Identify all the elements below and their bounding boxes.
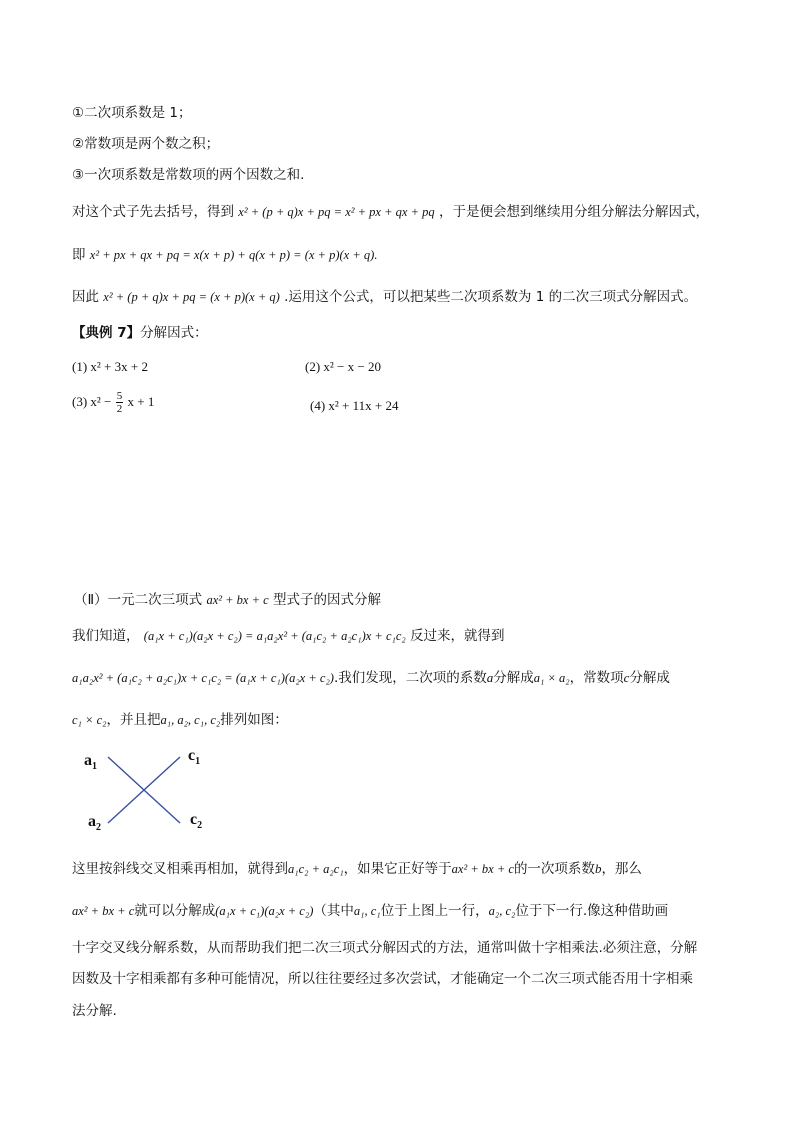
formula: (a₁x + c₁)(a₂x + c₂) = a₁a₂x² + (a₁c₂ + a₂c₁)x + c₁c₂	[143, 629, 406, 643]
example-title: 【典例 7】	[72, 325, 141, 341]
example-heading	[72, 324, 208, 342]
formula: c₁ × c₂	[72, 713, 107, 727]
label-a2: $a_2$	[88, 813, 101, 834]
text: 对这个式子先去括号，得到	[72, 204, 234, 220]
text: 即	[72, 247, 86, 263]
text: ，并且把	[106, 712, 161, 728]
formula: x² + (p + q)x + pq = x² + px + qx + pq	[238, 205, 435, 219]
paragraph-cross-multiply	[72, 860, 642, 878]
condition-2: ②常数项是两个数之积；	[72, 136, 220, 152]
paragraph-known	[72, 627, 505, 645]
text: 反过来，就得到	[410, 628, 505, 644]
formula: (a₁x + c₁)(a₂x + c₂)	[215, 904, 314, 918]
cross-diagram	[80, 745, 220, 840]
text: 型式子的因式分解	[273, 592, 382, 608]
condition-3: ③一次项系数是常数项的两个因数之和.	[72, 167, 305, 183]
paragraph-expand	[72, 203, 709, 221]
formula: ax² + bx + c	[72, 904, 135, 918]
example-item-2: (2) x² − x − 20	[305, 359, 381, 374]
label-c2: $c_2$	[190, 811, 203, 832]
formula: a₁, c₁	[353, 904, 381, 918]
text: 位于下一行.像这种借助画	[515, 903, 669, 919]
paragraph-factor-result	[72, 902, 668, 920]
item3-head: (3) x² −	[72, 394, 112, 409]
text: .我们发现，二次项的系数	[333, 670, 487, 686]
formula: a₁, a₂, c₁, c₂	[160, 713, 221, 727]
section-heading	[74, 591, 381, 609]
condition-1: ①二次项系数是 1；	[72, 105, 192, 121]
text: 就可以分解成	[134, 903, 216, 919]
var-c: c	[623, 670, 630, 685]
text: 分解成	[629, 670, 670, 686]
paragraph-conclusion	[72, 288, 697, 306]
formula: a₁c₂ + a₂c₁	[288, 862, 344, 876]
fraction-denominator: 2	[116, 403, 123, 415]
var-b: b	[594, 861, 602, 876]
text: 我们知道，	[72, 628, 140, 644]
formula: a₁a₂x² + (a₁c₂ + a₂c₁)x + c₁c₂ = (a₁x + c₁)(a₂x + c₂)	[72, 671, 334, 685]
example-item-1: (1) x² + 3x + 2	[72, 359, 148, 374]
text: 分解成	[493, 670, 534, 686]
text: 排列如图：	[220, 712, 288, 728]
text: 的一次项系数	[513, 861, 595, 877]
text: .运用这个公式，可以把某些二次项系数为 1 的二次三项式分解因式。	[284, 289, 698, 305]
text: （Ⅱ）一元二次三项式	[74, 592, 203, 608]
label-a1: $a_1$	[84, 752, 97, 773]
paragraph-arrange	[72, 711, 288, 729]
paragraph-line-11: 法分解.	[72, 1003, 117, 1019]
fraction	[116, 390, 124, 415]
example-title-rest: 分解因式：	[140, 325, 208, 341]
text: ，如果它正好等于	[343, 861, 452, 877]
text: 位于上图上一行，	[380, 903, 489, 919]
formula: a₂, c₂	[488, 904, 516, 918]
formula: ax² + bx + c	[451, 862, 514, 876]
var-a: a	[486, 670, 494, 685]
paragraph-line-9: 十字交叉线分解系数，从而帮助我们把二次三项式分解因式的方法，通常叫做十字相乘法.必须注意，分解	[72, 940, 698, 956]
formula: x² + (p + q)x + pq = (x + p)(x + q)	[103, 290, 280, 304]
paragraph-grouping	[72, 246, 377, 264]
text: （其中	[313, 903, 354, 919]
example-item-3	[72, 390, 154, 415]
text: 这里按斜线交叉相乘再相加，就得到	[72, 861, 288, 877]
fraction-numerator: 5	[116, 390, 123, 402]
item3-tail: x + 1	[127, 394, 155, 409]
text: ，常数项	[569, 670, 624, 686]
paragraph-line-10: 因数及十字相乘都有多种可能情况，所以往往要经过多次尝试，才能确定一个二次三项式能否用十字相乘	[72, 971, 693, 987]
label-c1: $c_1$	[188, 747, 201, 768]
formula: a₁ × a₂	[533, 671, 570, 685]
paragraph-reverse	[72, 669, 670, 687]
example-item-4: (4) x² + 11x + 24	[310, 398, 399, 413]
text: ，于是便会想到继续用分组分解法分解因式，	[438, 204, 709, 220]
text: ，那么	[601, 861, 642, 877]
formula: ax² + bx + c	[206, 593, 269, 607]
formula: x² + px + qx + pq = x(x + p) + q(x + p) = (x + p)(x + q).	[89, 248, 378, 262]
text: 因此	[72, 289, 99, 305]
